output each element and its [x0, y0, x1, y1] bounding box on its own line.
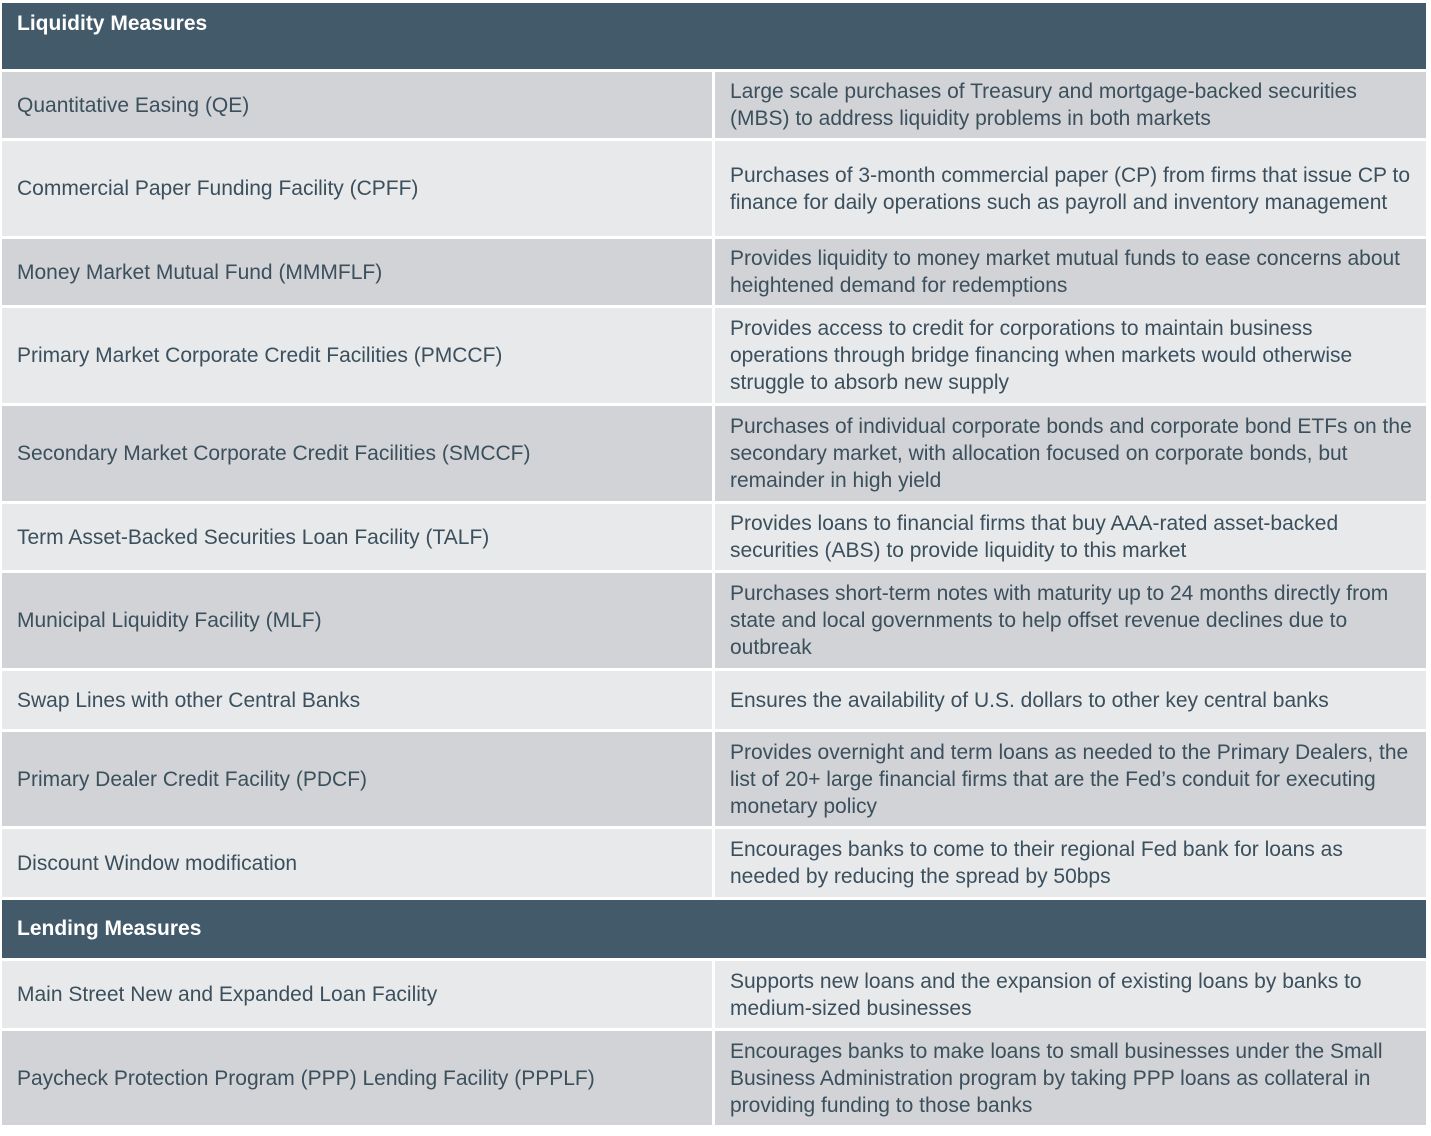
section-header-liquidity: Liquidity Measures — [2, 3, 1426, 69]
measure-name: Quantitative Easing (QE) — [2, 72, 712, 138]
measure-name: Swap Lines with other Central Banks — [2, 671, 712, 729]
table-row — [2, 961, 1426, 1028]
measure-description: Purchases short-term notes with maturity up to 24 months directly from state and local governments to help offset revenue declines due to outbreak — [715, 573, 1426, 668]
table-row — [2, 308, 1426, 403]
measure-name: Paycheck Protection Program (PPP) Lending Facility (PPPLF) — [2, 1031, 712, 1125]
table-row — [2, 573, 1426, 668]
table-row — [2, 829, 1426, 897]
measure-description: Provides liquidity to money market mutual funds to ease concerns about heightened demand for redemptions — [715, 239, 1426, 305]
table-row — [2, 141, 1426, 236]
measure-name: Municipal Liquidity Facility (MLF) — [2, 573, 712, 668]
table-row — [2, 1031, 1426, 1125]
section-header-lending: Lending Measures — [2, 900, 1426, 958]
table-row — [2, 671, 1426, 729]
measure-description: Supports new loans and the expansion of existing loans by banks to medium-sized businesses — [715, 961, 1426, 1028]
measure-description: Large scale purchases of Treasury and mortgage-backed securities (MBS) to address liquidity problems in both markets — [715, 72, 1426, 138]
measure-name: Commercial Paper Funding Facility (CPFF) — [2, 141, 712, 236]
measure-name: Secondary Market Corporate Credit Facilities (SMCCF) — [2, 406, 712, 501]
measure-name: Discount Window modification — [2, 829, 712, 897]
table-row — [2, 239, 1426, 305]
table-row — [2, 504, 1426, 570]
table-row — [2, 732, 1426, 826]
measure-description: Provides loans to financial firms that buy AAA-rated asset-backed securities (ABS) to provide liquidity to this market — [715, 504, 1426, 570]
measure-name: Main Street New and Expanded Loan Facility — [2, 961, 712, 1028]
measure-description: Encourages banks to make loans to small businesses under the Small Business Administration program by taking PPP loans as collateral in providing funding to those banks — [715, 1031, 1426, 1125]
measure-description: Ensures the availability of U.S. dollars to other key central banks — [715, 671, 1426, 729]
measure-name: Money Market Mutual Fund (MMMFLF) — [2, 239, 712, 305]
table-row — [2, 406, 1426, 501]
measure-name: Term Asset-Backed Securities Loan Facility (TALF) — [2, 504, 712, 570]
measure-name: Primary Market Corporate Credit Facilities (PMCCF) — [2, 308, 712, 403]
table-row — [2, 72, 1426, 138]
measures-table — [2, 3, 1426, 1128]
measure-description: Provides access to credit for corporations to maintain business operations through bridge financing when markets would otherwise struggle to absorb new supply — [715, 308, 1426, 403]
measure-description: Purchases of 3-month commercial paper (CP) from firms that issue CP to finance for daily operations such as payroll and inventory management — [715, 141, 1426, 236]
measure-description: Encourages banks to come to their regional Fed bank for loans as needed by reducing the spread by 50bps — [715, 829, 1426, 897]
measure-description: Provides overnight and term loans as needed to the Primary Dealers, the list of 20+ large financial firms that are the Fed’s conduit for executing monetary policy — [715, 732, 1426, 826]
measure-name: Primary Dealer Credit Facility (PDCF) — [2, 732, 712, 826]
measure-description: Purchases of individual corporate bonds and corporate bond ETFs on the secondary market, with allocation focused on corporate bonds, but remainder in high yield — [715, 406, 1426, 501]
